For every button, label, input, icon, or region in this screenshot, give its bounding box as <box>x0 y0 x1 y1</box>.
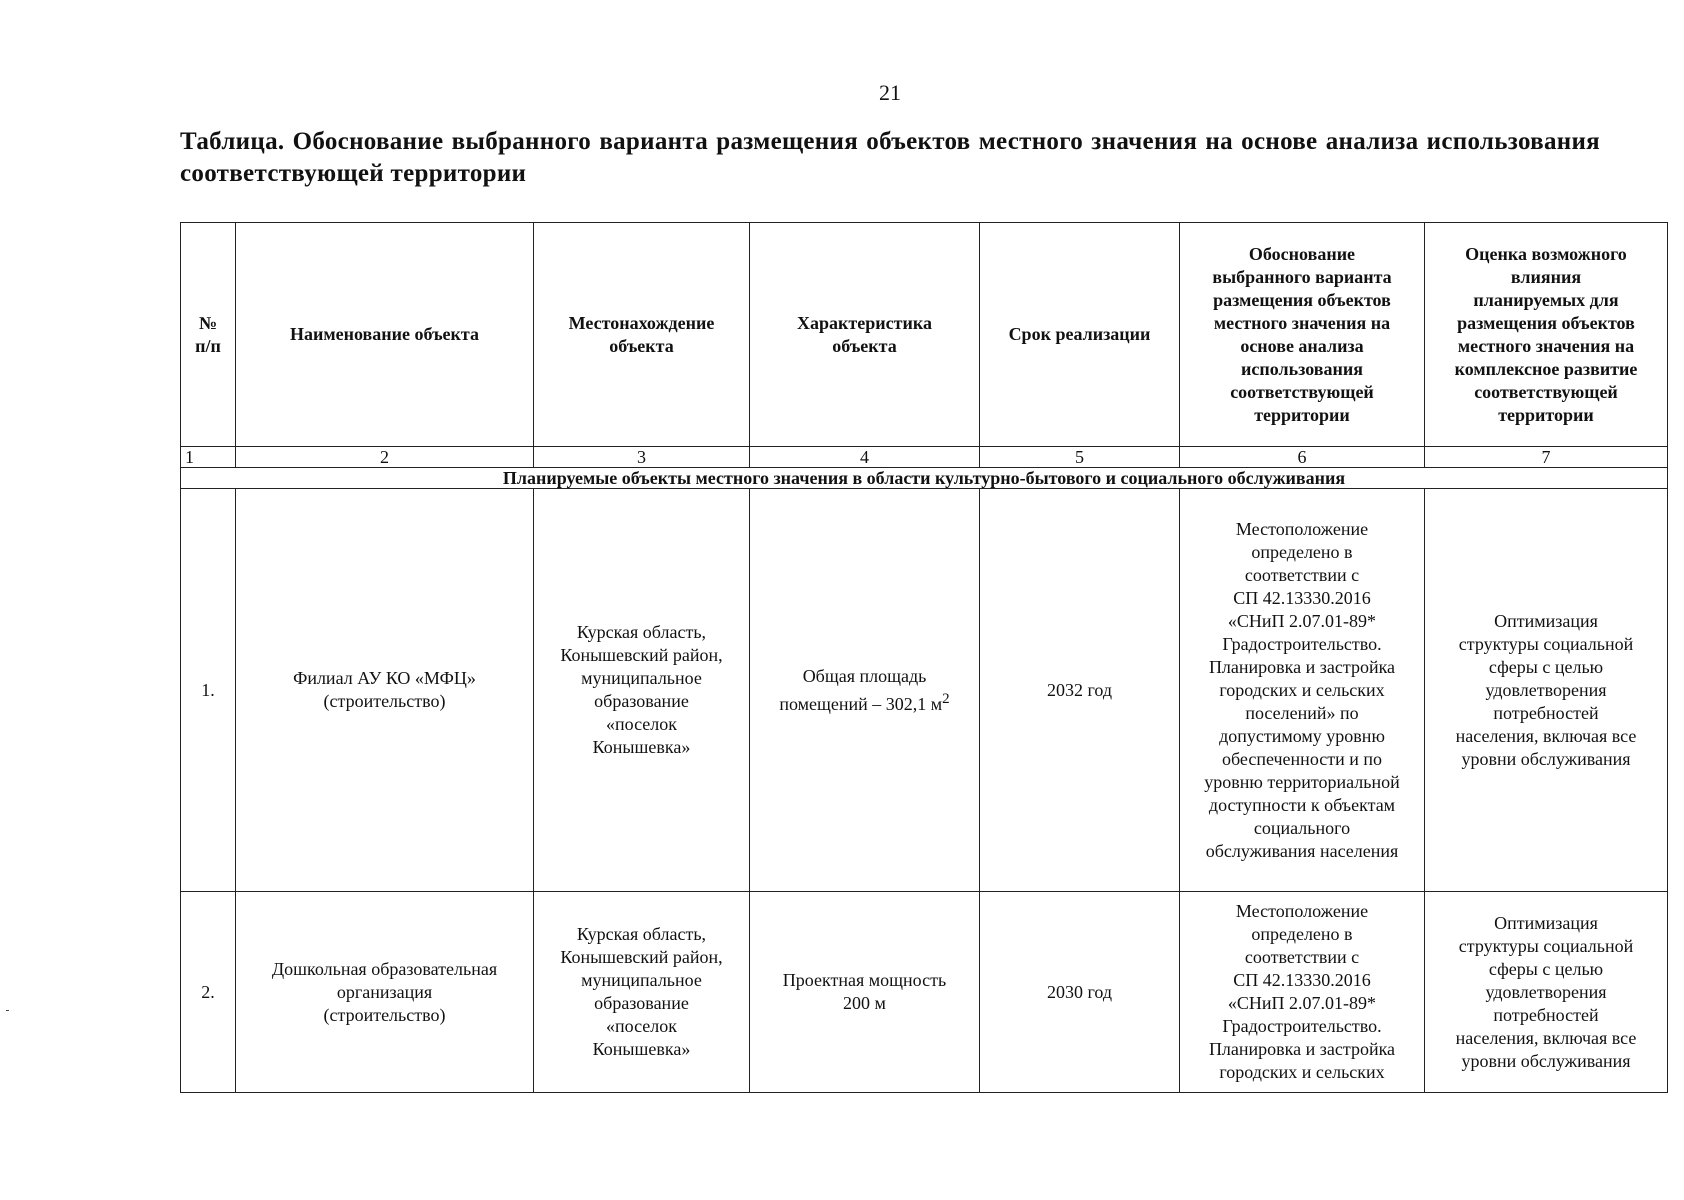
header-term: Срок реализации <box>980 223 1180 447</box>
object-name-cell: Филиал АУ КО «МФЦ» (строительство) <box>236 489 534 892</box>
column-number: 3 <box>534 447 750 468</box>
location-cell: Курская область, Конышевский район, муниципальное образование «поселок Конышевка» <box>534 892 750 1093</box>
justification-table <box>180 222 1668 1093</box>
header-num: № п/п <box>181 223 236 447</box>
page-number: 21 <box>879 80 901 105</box>
column-number: 5 <box>980 447 1180 468</box>
header-justification: Обоснование выбранного варианта размещения объектов местного значения на основe анализа использования соответствующей территории <box>1180 223 1425 447</box>
column-number: 1 <box>181 447 236 468</box>
section-title: Планируемые объекты местного значения в области культурно-бытового и социального обслуживания <box>181 468 1668 489</box>
term-cell: 2032 год <box>980 489 1180 892</box>
column-numbers-row <box>181 447 1668 468</box>
assessment-cell: Оптимизация структуры социальной сферы с целью удовлетворения потребностей населения, включая все уровни обслуживания <box>1425 892 1668 1093</box>
section-row <box>181 468 1668 489</box>
characteristic-cell: Общая площадь помещений – 302,1 $м^2$ <box>750 489 980 892</box>
object-name-cell: Дошкольная образовательная организация (строительство) <box>236 892 534 1093</box>
superscript: 2 <box>942 690 950 707</box>
document-title: Таблица. Обоснование выбранного варианта размещения объектов местного значения на основе анализа использования соответствующей территории <box>180 128 1600 187</box>
row-number: 2. <box>181 892 236 1093</box>
header-location: Местонахождение объекта <box>534 223 750 447</box>
column-number: 4 <box>750 447 980 468</box>
column-number: 2 <box>236 447 534 468</box>
location-cell: Курская область, Конышевский район, муниципальное образование «поселок Конышевка» <box>534 489 750 892</box>
assessment-cell: Оптимизация структуры социальной сферы с целью удовлетворения потребностей населения, включая все уровни обслуживания <box>1425 489 1668 892</box>
term-cell: 2030 год <box>980 892 1180 1093</box>
table-row <box>181 489 1668 892</box>
column-number: 6 <box>1180 447 1425 468</box>
column-number: 7 <box>1425 447 1668 468</box>
justification-cell: Местоположение определено в соответствии с СП 42.13330.2016 «СНиП 2.07.01-89* Градостроительство. Планировка и застройка городских и сельских поселений» по допустимому уровню обеспеченности и по уровню территориальной доступности к объектам социального обслуживания населения <box>1180 489 1425 892</box>
header-characteristic: Характеристика объекта <box>750 223 980 447</box>
table-row <box>181 892 1668 1093</box>
characteristic-cell: Проектная мощность 200 м <box>750 892 980 1093</box>
row-number: 1. <box>181 489 236 892</box>
header-object-name: Наименование объекта <box>236 223 534 447</box>
header-assessment: Оценка возможного влияния планируемых для размещения объектов местного значения на комплексное развитие соответствующей территории <box>1425 223 1668 447</box>
justification-cell: Местоположение определено в соответствии с СП 42.13330.2016 «СНиП 2.07.01-89* Градостроительство. Планировка и застройка городских и сельских <box>1180 892 1425 1093</box>
scan-mark <box>6 1010 9 1011</box>
table-header-row <box>181 223 1668 447</box>
